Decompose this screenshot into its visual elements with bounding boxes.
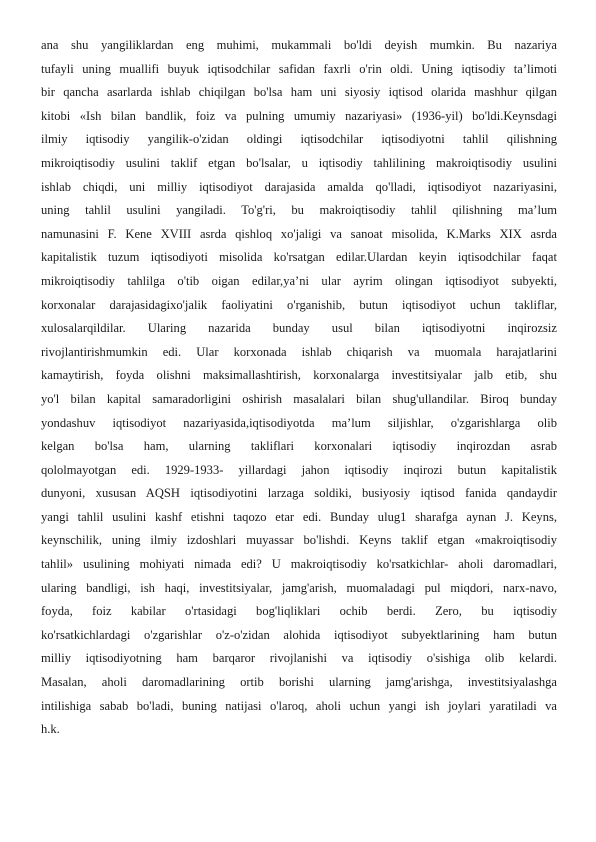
text-line: namunasini F. Kene XVIII asrda qishloq xo'jaligi va sanoat misolida, K.Marks XIX asrda	[41, 226, 557, 241]
text-line: Masalan, aholi daromadlarining ortib borishi ularning jamg'arishga, investitsiyalashga	[41, 675, 557, 690]
text-line: dunyoni, xususan AQSH iqtisodiyotini larzaga soldiki, busiyosiy iqtisod fanida qandaydir	[41, 486, 557, 501]
text-line: keynschilik, uning ilmiy izdoshlari muyassar bo'lishdi. Keyns taklif etgan «makroiqtisodiy	[41, 533, 557, 548]
text-line: kamaytirish, foyda olishni maksimallashtirish, korxonalarga investitsiyalar jalb etib, shu	[41, 368, 557, 383]
text-line: qololmayotgan edi. 1929-1933- yillardagi jahon iqtisodiy inqirozi butun kapitalistik	[41, 462, 557, 477]
text-line: yondashuv iqtisodiyot nazariyasida,iqtisodiyotda ma’lum siljishlar, o'zgarishlarga olib	[41, 415, 557, 430]
text-line: tahlil» usulining mohiyati nimada edi? U makroiqtisodiy ko'rsatkichlar- aholi daromadlari,	[41, 557, 557, 572]
text-line: kapitalistik tuzum iqtisodiyoti misolida ko'rsatgan edilar.Ulardan keyin iqtisodchilar faqat	[41, 250, 557, 265]
text-line: uning tahlil usulini yangiladi. To'g'ri, bu makroiqtisodiy tahlil qilishning ma’lum	[41, 203, 557, 218]
document-body	[41, 34, 557, 742]
text-line: xulosalarqildilar. Ularing nazarida bunday usul bilan iqtisodiyotni inqirozsiz	[41, 321, 557, 336]
text-line: kitobi «Ish bilan bandlik, foiz va pulning umumiy nazariyasi» (1936-yil) bo'ldi.Keynsdagi	[41, 108, 557, 123]
text-line: foyda, foiz kabilar o'rtasidagi bog'liqliklari ochib berdi. Zero, bu iqtisodiy	[41, 604, 557, 619]
text-line: mikroiqtisodiy usulini taklif etgan bo'lsalar, u iqtisodiy tahlilining makroiqtisodiy usulini	[41, 155, 557, 170]
text-line: korxonalar darajasidagixo'jalik faoliyatini o'rganishib, butun iqtisodiyot uchun takliflar,	[41, 297, 557, 312]
text-line-last: h.k.	[41, 722, 60, 737]
text-line: ishlab chiqdi, uni milliy iqtisodiyot darajasida amalda qo'lladi, iqtisodiyot nazariyasini,	[41, 179, 557, 194]
text-line: kelgan bo'lsa ham, ularning takliflari korxonalari iqtisodiy inqirozdan asrab	[41, 439, 557, 454]
text-line: ularing bandligi, ish haqi, investitsiyalar, jamg'arish, muomaladagi pul miqdori, narx-navo,	[41, 580, 557, 595]
text-line: yangi tahlil usulini kashf etishni taqozo etar edi. Bunday ulug1 sharafga aynan J. Keyns,	[41, 509, 557, 524]
text-line: intilishiga sabab bo'ladi, buning natijasi o'laroq, aholi uchun yangi ish joylari yaratiladi va	[41, 698, 557, 713]
text-line: rivojlantirishmumkin edi. Ular korxonada ishlab chiqarish va muomala harajatlarini	[41, 344, 557, 359]
text-line: bir qancha asarlarda ishlab chiqilgan bo'lsa ham uni siyosiy iqtisod olarida mashhur qilgan	[41, 85, 557, 100]
text-line: mikroiqtisodiy tahlilga o'tib oigan edilar,ya’ni ular ayrim olingan iqtisodiyot subyekti,	[41, 273, 557, 288]
text-line: ana shu yangiliklardan eng muhimi, mukammali bo'ldi deyish mumkin. Bu nazariya	[41, 38, 557, 52]
text-line: yo'l bilan kapital samaradorligini oshirish masalalari bilan shug'ullandilar. Biroq bunday	[41, 391, 557, 406]
text-line: ko'rsatkichlardagi o'zgarishlar o'z-o'zidan alohida iqtisodiyot subyektlarining ham butun	[41, 627, 557, 642]
text-line: tufayli uning muallifi buyuk iqtisodchilar safidan faxrli o'rin oldi. Uning iqtisodiy ta’limoti	[41, 61, 557, 76]
text-line: ilmiy iqtisodiy yangilik-o'zidan oldingi iqtisodchilar iqtisodiyotni tahlil qilishning	[41, 132, 557, 147]
text-line: milliy iqtisodiyotning ham barqaror rivojlanishi va iqtisodiy o'sishiga olib kelardi.	[41, 651, 557, 666]
